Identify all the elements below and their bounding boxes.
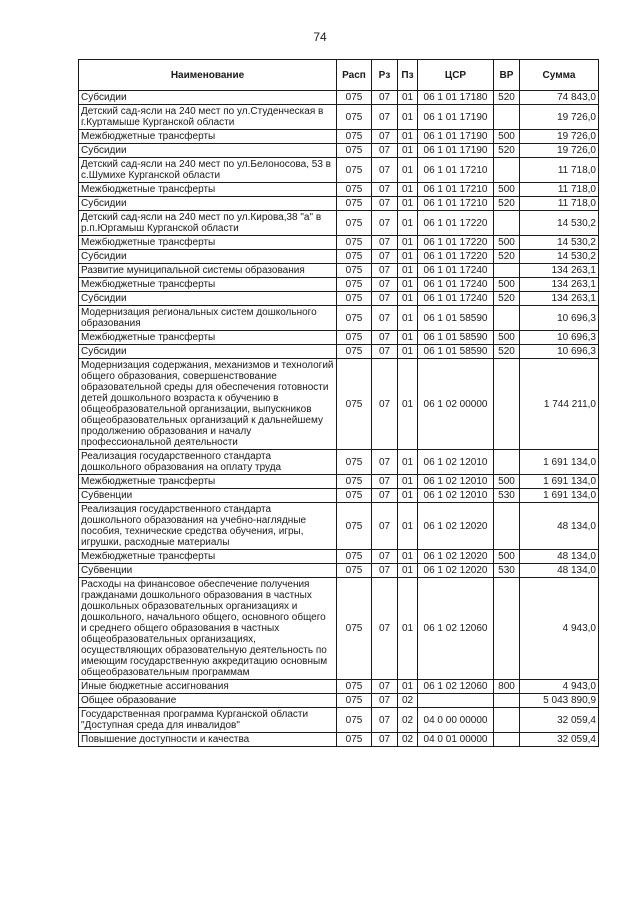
name-cell: Межбюджетные трансферты <box>79 550 337 564</box>
amount-cell: 134 263,1 <box>520 264 599 278</box>
name-cell: Модернизация содержания, механизмов и технологий общего образования, совершенствование образовательной среды для обеспечения готовности детей дошкольного возраста к обучению в общеобразовательной организации, выпускников общеобразовательных организаций к дальнейшему продолжению образования и началу профессиональной деятельности <box>79 359 337 450</box>
csr-cell: 04 0 00 00000 <box>418 708 494 733</box>
amount-cell: 14 530,2 <box>520 250 599 264</box>
csr-cell: 06 1 02 12010 <box>418 489 494 503</box>
table-row <box>79 183 599 197</box>
vr-cell: 500 <box>494 550 520 564</box>
pz-cell: 01 <box>398 503 418 550</box>
rz-cell: 07 <box>372 264 398 278</box>
table-row <box>79 105 599 130</box>
csr-cell: 06 1 02 12010 <box>418 450 494 475</box>
pz-cell: 01 <box>398 158 418 183</box>
rz-cell: 07 <box>372 550 398 564</box>
vr-cell: 520 <box>494 345 520 359</box>
rasp-cell: 075 <box>337 680 372 694</box>
table-row <box>79 331 599 345</box>
csr-cell: 06 1 01 58590 <box>418 306 494 331</box>
rasp-cell: 075 <box>337 475 372 489</box>
csr-cell: 06 1 01 17190 <box>418 105 494 130</box>
name-cell: Межбюджетные трансферты <box>79 130 337 144</box>
csr-cell: 06 1 01 17210 <box>418 183 494 197</box>
name-cell: Межбюджетные трансферты <box>79 331 337 345</box>
rz-cell: 07 <box>372 183 398 197</box>
name-cell: Повышение доступности и качества <box>79 733 337 747</box>
column-header-csr: ЦСР <box>418 60 494 91</box>
amount-cell: 134 263,1 <box>520 278 599 292</box>
vr-cell: 500 <box>494 331 520 345</box>
table-row <box>79 708 599 733</box>
vr-cell <box>494 578 520 680</box>
amount-cell: 19 726,0 <box>520 144 599 158</box>
rz-cell: 07 <box>372 144 398 158</box>
vr-cell <box>494 306 520 331</box>
column-header-vr: ВР <box>494 60 520 91</box>
rasp-cell: 075 <box>337 264 372 278</box>
rasp-cell: 075 <box>337 250 372 264</box>
pz-cell: 01 <box>398 331 418 345</box>
table-row <box>79 450 599 475</box>
table-row <box>79 733 599 747</box>
name-cell: Иные бюджетные ассигнования <box>79 680 337 694</box>
rz-cell: 07 <box>372 475 398 489</box>
rasp-cell: 075 <box>337 564 372 578</box>
csr-cell: 06 1 01 17240 <box>418 278 494 292</box>
vr-cell <box>494 211 520 236</box>
name-cell: Межбюджетные трансферты <box>79 475 337 489</box>
csr-cell: 06 1 02 12020 <box>418 564 494 578</box>
rz-cell: 07 <box>372 292 398 306</box>
csr-cell: 04 0 01 00000 <box>418 733 494 747</box>
amount-cell: 74 843,0 <box>520 91 599 105</box>
table-row <box>79 503 599 550</box>
amount-cell: 1 744 211,0 <box>520 359 599 450</box>
rz-cell: 07 <box>372 680 398 694</box>
vr-cell: 500 <box>494 130 520 144</box>
amount-cell: 10 696,3 <box>520 331 599 345</box>
rz-cell: 07 <box>372 306 398 331</box>
rasp-cell: 075 <box>337 292 372 306</box>
name-cell: Субсидии <box>79 197 337 211</box>
pz-cell: 02 <box>398 694 418 708</box>
rasp-cell: 075 <box>337 578 372 680</box>
pz-cell: 01 <box>398 197 418 211</box>
pz-cell: 01 <box>398 564 418 578</box>
rasp-cell: 075 <box>337 708 372 733</box>
name-cell: Межбюджетные трансферты <box>79 236 337 250</box>
vr-cell: 500 <box>494 475 520 489</box>
pz-cell: 01 <box>398 292 418 306</box>
pz-cell: 02 <box>398 708 418 733</box>
name-cell: Детский сад-ясли на 240 мест по ул.Кирова,38 "а" в р.п.Юргамыш Курганской области <box>79 211 337 236</box>
csr-cell: 06 1 02 12020 <box>418 550 494 564</box>
amount-cell: 10 696,3 <box>520 345 599 359</box>
csr-cell: 06 1 01 17240 <box>418 264 494 278</box>
rasp-cell: 075 <box>337 345 372 359</box>
rz-cell: 07 <box>372 708 398 733</box>
rasp-cell: 075 <box>337 450 372 475</box>
amount-cell: 134 263,1 <box>520 292 599 306</box>
table-row <box>79 306 599 331</box>
rz-cell: 07 <box>372 450 398 475</box>
amount-cell: 48 134,0 <box>520 503 599 550</box>
rz-cell: 07 <box>372 359 398 450</box>
vr-cell <box>494 450 520 475</box>
vr-cell: 800 <box>494 680 520 694</box>
vr-cell <box>494 708 520 733</box>
column-header-rz: Рз <box>372 60 398 91</box>
name-cell: Субсидии <box>79 345 337 359</box>
pz-cell: 01 <box>398 250 418 264</box>
rz-cell: 07 <box>372 345 398 359</box>
vr-cell: 520 <box>494 292 520 306</box>
vr-cell: 500 <box>494 278 520 292</box>
csr-cell: 06 1 02 12060 <box>418 680 494 694</box>
table-row <box>79 694 599 708</box>
table-body <box>79 91 599 747</box>
rz-cell: 07 <box>372 211 398 236</box>
rasp-cell: 075 <box>337 105 372 130</box>
table-row <box>79 197 599 211</box>
name-cell: Субсидии <box>79 144 337 158</box>
pz-cell: 01 <box>398 345 418 359</box>
amount-cell: 32 059,4 <box>520 733 599 747</box>
amount-cell: 48 134,0 <box>520 550 599 564</box>
csr-cell: 06 1 02 12020 <box>418 503 494 550</box>
rasp-cell: 075 <box>337 197 372 211</box>
table-header-row <box>79 60 599 91</box>
rasp-cell: 075 <box>337 694 372 708</box>
csr-cell: 06 1 01 17180 <box>418 91 494 105</box>
table-row <box>79 680 599 694</box>
amount-cell: 32 059,4 <box>520 708 599 733</box>
amount-cell: 19 726,0 <box>520 130 599 144</box>
csr-cell: 06 1 02 00000 <box>418 359 494 450</box>
table-row <box>79 278 599 292</box>
amount-cell: 11 718,0 <box>520 197 599 211</box>
rasp-cell: 075 <box>337 306 372 331</box>
table-row <box>79 345 599 359</box>
rz-cell: 07 <box>372 236 398 250</box>
table-row <box>79 564 599 578</box>
rasp-cell: 075 <box>337 91 372 105</box>
table-row <box>79 292 599 306</box>
rz-cell: 07 <box>372 694 398 708</box>
rasp-cell: 075 <box>337 144 372 158</box>
rz-cell: 07 <box>372 278 398 292</box>
rz-cell: 07 <box>372 733 398 747</box>
column-header-amount: Сумма <box>520 60 599 91</box>
csr-cell <box>418 694 494 708</box>
pz-cell: 01 <box>398 680 418 694</box>
pz-cell: 01 <box>398 144 418 158</box>
column-header-rasp: Расп <box>337 60 372 91</box>
vr-cell <box>494 105 520 130</box>
pz-cell: 01 <box>398 450 418 475</box>
vr-cell: 520 <box>494 250 520 264</box>
vr-cell: 500 <box>494 183 520 197</box>
name-cell: Модернизация региональных систем дошкольного образования <box>79 306 337 331</box>
vr-cell: 520 <box>494 91 520 105</box>
pz-cell: 01 <box>398 475 418 489</box>
table-row <box>79 264 599 278</box>
pz-cell: 01 <box>398 489 418 503</box>
name-cell: Развитие муниципальной системы образования <box>79 264 337 278</box>
rasp-cell: 075 <box>337 550 372 564</box>
page-number: 74 <box>313 30 327 44</box>
table-row <box>79 250 599 264</box>
table-row <box>79 475 599 489</box>
vr-cell <box>494 733 520 747</box>
name-cell: Межбюджетные трансферты <box>79 183 337 197</box>
rz-cell: 07 <box>372 105 398 130</box>
csr-cell: 06 1 01 17220 <box>418 250 494 264</box>
pz-cell: 01 <box>398 306 418 331</box>
vr-cell <box>494 158 520 183</box>
rasp-cell: 075 <box>337 331 372 345</box>
pz-cell: 01 <box>398 278 418 292</box>
column-header-name: Наименование <box>79 60 337 91</box>
name-cell: Субсидии <box>79 292 337 306</box>
amount-cell: 4 943,0 <box>520 680 599 694</box>
rasp-cell: 075 <box>337 733 372 747</box>
rasp-cell: 075 <box>337 489 372 503</box>
csr-cell: 06 1 02 12010 <box>418 475 494 489</box>
name-cell: Субсидии <box>79 91 337 105</box>
name-cell: Детский сад-ясли на 240 мест по ул.Студенческая в г.Куртамыше Курганской области <box>79 105 337 130</box>
csr-cell: 06 1 02 12060 <box>418 578 494 680</box>
rz-cell: 07 <box>372 503 398 550</box>
pz-cell: 01 <box>398 183 418 197</box>
vr-cell: 520 <box>494 144 520 158</box>
vr-cell <box>494 503 520 550</box>
pz-cell: 01 <box>398 130 418 144</box>
name-cell: Реализация государственного стандарта дошкольного образования на учебно-наглядные пособия, технические средства обучения, игры, игрушки, расходные материалы <box>79 503 337 550</box>
rasp-cell: 075 <box>337 359 372 450</box>
pz-cell: 02 <box>398 733 418 747</box>
name-cell: Детский сад-ясли на 240 мест по ул.Белоносова, 53 в с.Шумихе Курганской области <box>79 158 337 183</box>
vr-cell: 530 <box>494 489 520 503</box>
amount-cell: 14 530,2 <box>520 211 599 236</box>
rz-cell: 07 <box>372 564 398 578</box>
amount-cell: 4 943,0 <box>520 578 599 680</box>
amount-cell: 48 134,0 <box>520 564 599 578</box>
csr-cell: 06 1 01 17240 <box>418 292 494 306</box>
pz-cell: 01 <box>398 359 418 450</box>
name-cell: Реализация государственного стандарта дошкольного образования на оплату труда <box>79 450 337 475</box>
rasp-cell: 075 <box>337 278 372 292</box>
csr-cell: 06 1 01 17220 <box>418 236 494 250</box>
name-cell: Расходы на финансовое обеспечение получения гражданами дошкольного образования в частных дошкольных образовательных организациях и дошкольного, начального общего, основного общего и среднего общего образования в частных общеобразовательных организациях, осуществляющих образовательную деятельность по имеющим государственную аккредитацию основным общеобразовательным программам <box>79 578 337 680</box>
amount-cell: 11 718,0 <box>520 183 599 197</box>
rasp-cell: 075 <box>337 130 372 144</box>
table-row <box>79 144 599 158</box>
rz-cell: 07 <box>372 578 398 680</box>
name-cell: Государственная программа Курганской области "Доступная среда для инвалидов" <box>79 708 337 733</box>
rasp-cell: 075 <box>337 211 372 236</box>
rz-cell: 07 <box>372 158 398 183</box>
rz-cell: 07 <box>372 489 398 503</box>
csr-cell: 06 1 01 17190 <box>418 130 494 144</box>
rz-cell: 07 <box>372 130 398 144</box>
amount-cell: 1 691 134,0 <box>520 489 599 503</box>
pz-cell: 01 <box>398 578 418 680</box>
csr-cell: 06 1 01 17210 <box>418 197 494 211</box>
table-row <box>79 489 599 503</box>
csr-cell: 06 1 01 58590 <box>418 331 494 345</box>
vr-cell <box>494 359 520 450</box>
pz-cell: 01 <box>398 236 418 250</box>
amount-cell: 19 726,0 <box>520 105 599 130</box>
table-row <box>79 578 599 680</box>
amount-cell: 11 718,0 <box>520 158 599 183</box>
vr-cell: 520 <box>494 197 520 211</box>
rz-cell: 07 <box>372 331 398 345</box>
table-row <box>79 550 599 564</box>
table-row <box>79 211 599 236</box>
rz-cell: 07 <box>372 197 398 211</box>
table-row <box>79 91 599 105</box>
name-cell: Субвенции <box>79 564 337 578</box>
amount-cell: 1 691 134,0 <box>520 450 599 475</box>
amount-cell: 5 043 890,9 <box>520 694 599 708</box>
name-cell: Субвенции <box>79 489 337 503</box>
pz-cell: 01 <box>398 211 418 236</box>
rasp-cell: 075 <box>337 503 372 550</box>
pz-cell: 01 <box>398 550 418 564</box>
rz-cell: 07 <box>372 250 398 264</box>
table-row <box>79 359 599 450</box>
table-row <box>79 236 599 250</box>
rz-cell: 07 <box>372 91 398 105</box>
name-cell: Общее образование <box>79 694 337 708</box>
csr-cell: 06 1 01 17190 <box>418 144 494 158</box>
vr-cell <box>494 264 520 278</box>
amount-cell: 14 530,2 <box>520 236 599 250</box>
vr-cell: 530 <box>494 564 520 578</box>
name-cell: Межбюджетные трансферты <box>79 278 337 292</box>
amount-cell: 1 691 134,0 <box>520 475 599 489</box>
name-cell: Субсидии <box>79 250 337 264</box>
rasp-cell: 075 <box>337 183 372 197</box>
pz-cell: 01 <box>398 105 418 130</box>
csr-cell: 06 1 01 58590 <box>418 345 494 359</box>
pz-cell: 01 <box>398 91 418 105</box>
csr-cell: 06 1 01 17220 <box>418 211 494 236</box>
column-header-pz: Пз <box>398 60 418 91</box>
budget-table <box>78 59 599 747</box>
amount-cell: 10 696,3 <box>520 306 599 331</box>
table-row <box>79 130 599 144</box>
vr-cell <box>494 694 520 708</box>
rasp-cell: 075 <box>337 158 372 183</box>
rasp-cell: 075 <box>337 236 372 250</box>
vr-cell: 500 <box>494 236 520 250</box>
table-row <box>79 158 599 183</box>
csr-cell: 06 1 01 17210 <box>418 158 494 183</box>
pz-cell: 01 <box>398 264 418 278</box>
